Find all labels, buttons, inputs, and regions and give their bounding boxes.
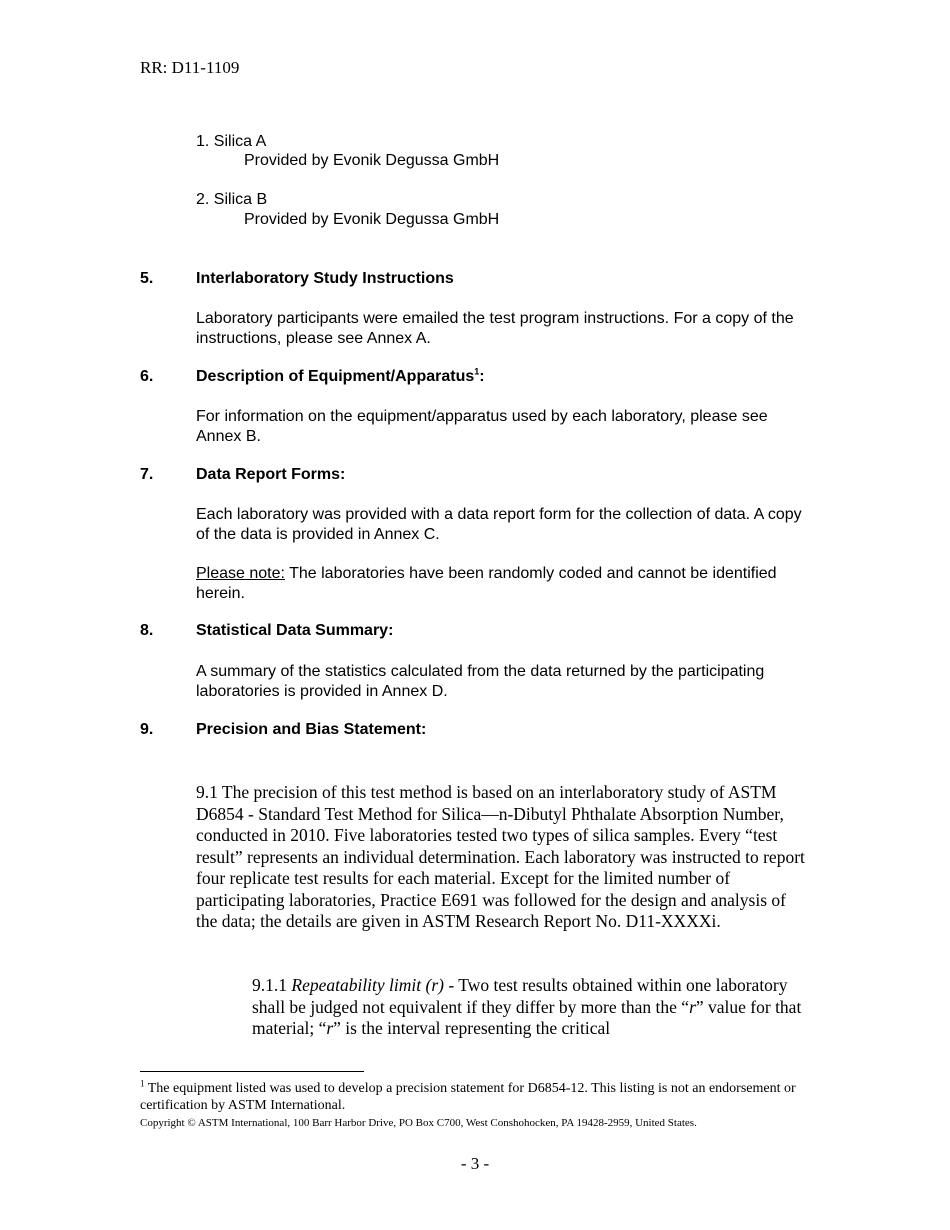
section-5-body: Laboratory participants were emailed the test program instructions. For a copy of the instructions, please see Annex A. xyxy=(196,310,794,347)
p911-r-symbol-2: r xyxy=(326,1018,334,1038)
copyright-line: Copyright © ASTM International, 100 Barr Harbor Drive, PO Box C700, West Conshohocken, PA 19428-2959, United States. xyxy=(140,1117,697,1129)
paragraph-9-1-1 xyxy=(252,975,812,1040)
material-1-provider: Provided by Evonik Degussa GmbH xyxy=(244,152,500,169)
material-2-provider: Provided by Evonik Degussa GmbH xyxy=(244,211,500,228)
section-6-title-suffix: : xyxy=(479,368,485,385)
note-text: The laboratories have been randomly coded and cannot be identified herein. xyxy=(196,565,777,602)
section-5-number: 5. xyxy=(140,270,154,287)
section-9-title: Precision and Bias Statement: xyxy=(196,721,427,738)
report-id-header: RR: D11-1109 xyxy=(140,58,240,77)
note-label: Please note: xyxy=(196,565,285,582)
section-6-title xyxy=(196,368,485,386)
p911-number: 9.1.1 xyxy=(252,975,292,995)
section-7-note xyxy=(196,564,816,603)
p911-term: Repeatability limit (r) xyxy=(291,975,444,995)
paragraph-9-1: 9.1 The precision of this test method is based on an interlaboratory study of ASTM D6854 - Standard Test Method for Silica—n-Dibutyl Phthalate Absorption Number, conducted in 2010. Five laboratories tested two types of silica samples. Every “test result” represents an individual determination. Each laboratory was instructed to report four replicate test results for each material. Except for the limited number of participating laboratories, Practice E691 was followed for the design and analysis of the data; the details are given in ASTM Research Report No. D11-XXXXi. xyxy=(196,782,805,931)
footnote xyxy=(140,1078,800,1114)
section-7-body: Each laboratory was provided with a data report form for the collection of data. A copy of the data is provided in Annex C. xyxy=(196,506,802,543)
page-number: - 3 - xyxy=(460,1154,490,1173)
p911-text-c: ” is the interval representing the critical xyxy=(333,1018,611,1038)
section-5-title: Interlaboratory Study Instructions xyxy=(196,270,454,287)
footnote-divider xyxy=(140,1071,364,1072)
footnote-text: The equipment listed was used to develop a precision statement for D6854-12. This listing is not an endorsement or certification by ASTM International. xyxy=(140,1081,796,1113)
section-9-number: 9. xyxy=(140,721,154,738)
section-8-body: A summary of the statistics calculated from the data returned by the participating laboratories is provided in Annex D. xyxy=(196,663,765,700)
p911-text-b: ” value for that material; “ xyxy=(252,996,802,1038)
section-7-title: Data Report Forms: xyxy=(196,466,346,483)
section-8-number: 8. xyxy=(140,622,154,639)
material-1-label: 1. Silica A xyxy=(196,133,267,150)
section-7-number: 7. xyxy=(140,466,154,483)
section-6-title-text: Description of Equipment/Apparatus xyxy=(196,368,475,385)
footnote-reference: 1 xyxy=(474,366,480,377)
material-2-label: 2. Silica B xyxy=(196,191,268,208)
section-6-number: 6. xyxy=(140,368,154,385)
section-6-body: For information on the equipment/apparatus used by each laboratory, please see Annex B. xyxy=(196,408,768,445)
footnote-marker: 1 xyxy=(140,1078,145,1089)
p911-r-symbol-1: r xyxy=(689,996,696,1017)
p911-text-a: - Two test results obtained within one laboratory shall be judged not equivalent if they differ by more than the “ xyxy=(252,975,788,1017)
section-8-title: Statistical Data Summary: xyxy=(196,622,394,639)
